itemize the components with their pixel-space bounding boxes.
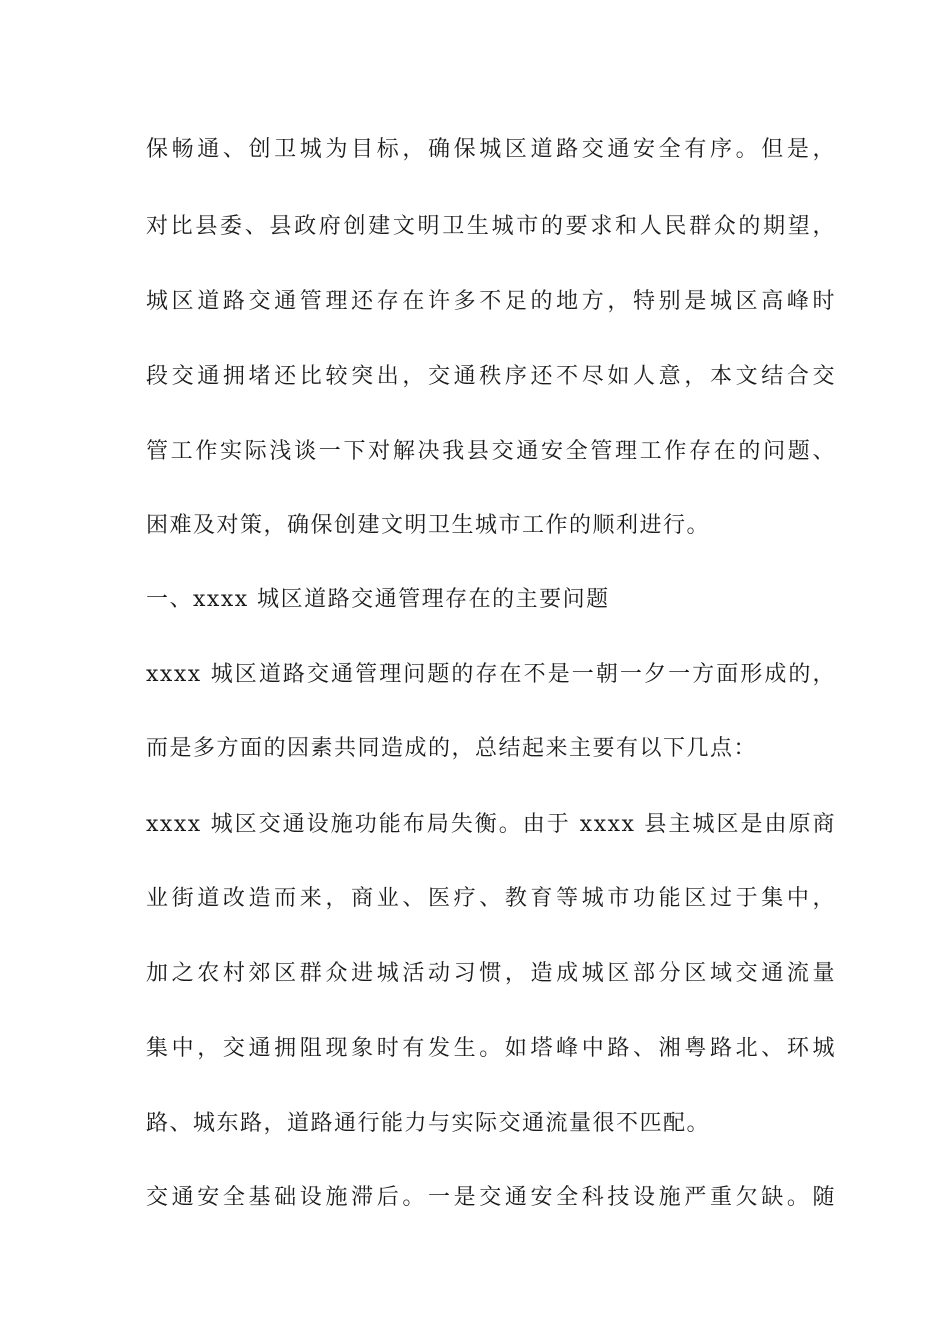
text-line-6: 困难及对策，确保创建文明卫生城市工作的顺利进行。 xyxy=(146,513,711,538)
text-line-15: 交通安全基础设施滞后。一是交通安全科技设施严重欠缺。随 xyxy=(146,1185,836,1210)
text-line-11: 业街道改造而来，商业、医疗、教育等城市功能区过于集中， xyxy=(146,886,836,911)
text-line-3: 城区道路交通管理还存在许多不足的地方，特别是城区高峰时 xyxy=(146,289,836,314)
text-line-5: 管工作实际浅谈一下对解决我县交通安全管理工作存在的问题、 xyxy=(146,439,836,464)
text-line-8: xxxx 城区道路交通管理问题的存在不是一朝一夕一方面形成的， xyxy=(146,662,836,687)
text-line-12: 加之农村郊区群众进城活动习惯，造成城区部分区域交通流量 xyxy=(146,961,836,986)
text-line-1: 保畅通、创卫城为目标，确保城区道路交通安全有序。但是， xyxy=(146,137,836,162)
text-line-10: xxxx 城区交通设施功能布局失衡。由于 xxxx 县主城区是由原商 xyxy=(146,812,836,837)
text-line-14: 路、城东路，道路通行能力与实际交通流量很不匹配。 xyxy=(146,1111,711,1136)
text-line-4: 段交通拥堵还比较突出，交通秩序还不尽如人意，本文结合交 xyxy=(146,364,836,389)
section-heading: 一、xxxx 城区道路交通管理存在的主要问题 xyxy=(146,587,610,612)
text-line-9: 而是多方面的因素共同造成的，总结起来主要有以下几点： xyxy=(146,736,758,761)
text-line-13: 集中，交通拥阻现象时有发生。如塔峰中路、湘粤路北、环城 xyxy=(146,1036,836,1061)
text-line-2: 对比县委、县政府创建文明卫生城市的要求和人民群众的期望， xyxy=(146,214,836,239)
